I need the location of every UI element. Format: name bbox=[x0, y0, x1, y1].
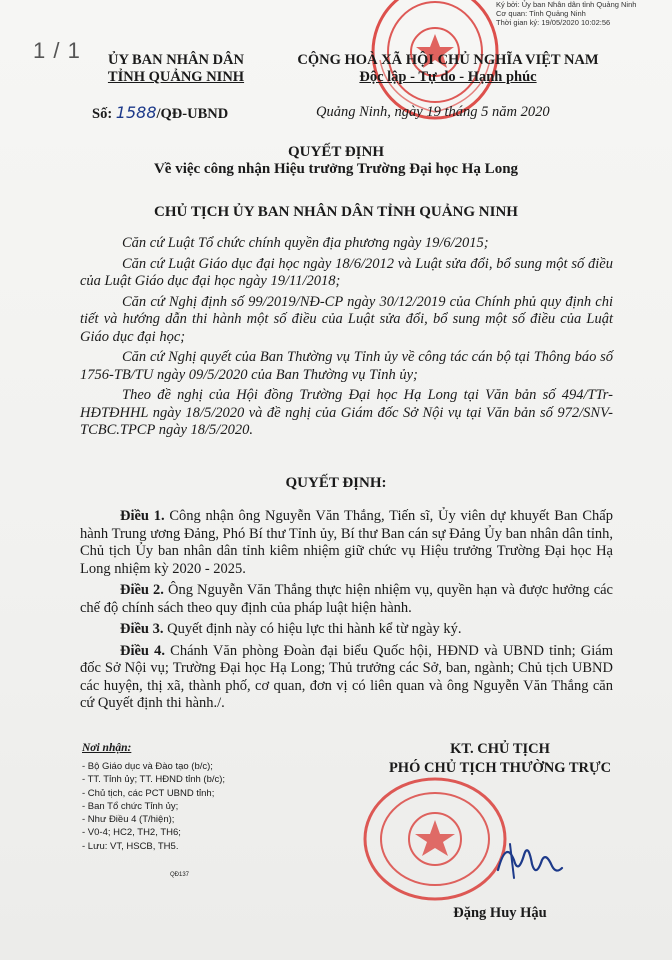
recipient-item: - TT. Tỉnh ủy; TT. HĐND tỉnh (b/c); bbox=[82, 774, 226, 786]
issuing-organization bbox=[88, 52, 264, 86]
recipient-item: - Lưu: VT, HSCB, TH5. bbox=[82, 840, 179, 852]
decision-title: QUYẾT ĐỊNH bbox=[288, 144, 384, 160]
number-suffix: /QĐ-UBND bbox=[156, 106, 229, 122]
authority-title: CHỦ TỊCH ỦY BAN NHÂN DÂN TỈNH QUẢNG NINH bbox=[154, 204, 518, 220]
org-line-2: TỈNH QUẢNG NINH bbox=[107, 69, 245, 85]
article-label: Điều 3. bbox=[120, 621, 164, 637]
number-label: Số: bbox=[92, 106, 113, 122]
decision-heading: QUYẾT ĐỊNH: bbox=[285, 475, 387, 491]
article-1 bbox=[80, 508, 613, 578]
basis-item: Căn cứ Nghị quyết của Ban Thường vụ Tỉnh ủy về công tác cán bộ tại Thông báo số 1756-TB/TU ngày 09/5/2020 của Ban Thường vụ Tỉnh ủy; bbox=[80, 349, 613, 383]
signature-time: Thời gian ký: 19/05/2020 10:02:56 bbox=[496, 18, 611, 27]
legal-bases bbox=[80, 235, 613, 443]
article-text: Quyết định này có hiệu lực thi hành kể từ ngày ký. bbox=[163, 621, 462, 637]
recipients-title: Nơi nhận: bbox=[82, 742, 132, 754]
recipient-item: - Bộ Giáo dục và Đào tạo (b/c); bbox=[82, 761, 213, 772]
signature-line-1: KT. CHỦ TỊCH bbox=[450, 741, 550, 757]
nation-line-2: Độc lập - Tự do - Hạnh phúc bbox=[359, 69, 537, 85]
recipient-item: - V0-4; HC2, TH2, TH6; bbox=[82, 827, 181, 839]
article-text: Công nhận ông Nguyễn Văn Thắng, Tiến sĩ, Ủy viên dự khuyết Ban Chấp hành Trung ương Đảng, Phó Bí thư Tỉnh ủy, Bí thư Ban cán sự Đảng Ủy ban nhân dân tỉnh, Chủ tịch Ủy ban nhân dân tỉnh kiêm nhiệm giữ chức vụ Hiệu trưởng Trường Đại học Hạ Long nhiệm kỳ 2020 - 2025. bbox=[80, 508, 613, 577]
recipient-item: - Như Điều 4 (T/hiện); bbox=[82, 814, 175, 826]
article-label: Điều 4. bbox=[120, 642, 166, 659]
digital-signature-info bbox=[496, 0, 666, 27]
signer-name: Đặng Huy Hậu bbox=[453, 905, 547, 921]
recipient-item: - Ban Tổ chức Tỉnh ủy; bbox=[82, 800, 179, 812]
article-4 bbox=[80, 643, 613, 713]
article-text: Ông Nguyễn Văn Thắng thực hiện nhiệm vụ, quyền hạn và được hưởng các chế độ chính sách theo quy định của pháp luật hiện hành. bbox=[80, 582, 613, 616]
basis-item: Căn cứ Luật Tổ chức chính quyền địa phương ngày 19/6/2015; bbox=[122, 235, 489, 251]
basis-item: Căn cứ Nghị định số 99/2019/NĐ-CP ngày 30/12/2019 của Chính phủ quy định chi tiết và hướng dẫn thi hành một số điều của Luật sửa đổi, bổ sung một số điều của Luật Giáo dục đại học; bbox=[80, 293, 613, 345]
article-2 bbox=[80, 582, 613, 617]
decision-subject: Về việc công nhận Hiệu trưởng Trường Đại học Hạ Long bbox=[153, 161, 519, 177]
basis-item: Căn cứ Luật Giáo dục đại học ngày 18/6/2012 và Luật sửa đổi, bổ sung một số điều của Luật Giáo dục đại học ngày 19/11/2018; bbox=[80, 255, 613, 289]
recipient-item: - Chủ tịch, các PCT UBND tỉnh; bbox=[82, 787, 215, 799]
nation-line-1: CỘNG HOÀ XÃ HỘI CHỦ NGHĨA VIỆT NAM bbox=[297, 52, 599, 68]
org-line-1: ỦY BAN NHÂN DÂN bbox=[107, 52, 244, 68]
article-3 bbox=[80, 621, 613, 639]
article-label: Điều 2. bbox=[120, 582, 164, 598]
handwritten-signature bbox=[488, 830, 568, 890]
article-label: Điều 1. bbox=[120, 508, 165, 524]
basis-item: Theo đề nghị của Hội đồng Trường Đại học Hạ Long tại Văn bản số 494/TTr-HĐTĐHHL ngày 18/5/2020 và đề nghị của Giám đốc Sở Nội vụ tại Văn bản số 972/SNV-TCBC.TPCP ngày 18/5/2020. bbox=[80, 387, 613, 438]
page-count: 1 / 1 bbox=[33, 38, 81, 63]
signature-line-2: PHÓ CHỦ TỊCH THƯỜNG TRỰC bbox=[388, 760, 612, 776]
number-value: 1588 bbox=[115, 103, 157, 122]
place-date: Quảng Ninh, ngày 19 tháng 5 năm 2020 bbox=[316, 104, 550, 120]
articles bbox=[80, 508, 613, 717]
signature-title bbox=[340, 740, 660, 778]
recipients-list bbox=[82, 760, 225, 853]
national-motto bbox=[268, 52, 628, 86]
document-number bbox=[92, 103, 228, 123]
article-text: Chánh Văn phòng Đoàn đại biểu Quốc hội, HĐND và UBND tỉnh; Giám đốc Sở Nội vụ; Trường Đại học Hạ Long; Thủ trưởng các Sở, ban, ngành; Chủ tịch UBND các huyện, thị xã, thành phố, cơ quan, đơn vị có liên quan và ông Nguyễn Văn Thắng căn cứ Quyết định thi hành./. bbox=[80, 642, 614, 711]
signature-signer: Ký bởi: Ủy ban Nhân dân tỉnh Quảng Ninh bbox=[496, 0, 637, 9]
signature-agency: Cơ quan: Tỉnh Quảng Ninh bbox=[496, 9, 586, 18]
internal-code: QĐ137 bbox=[170, 872, 190, 878]
